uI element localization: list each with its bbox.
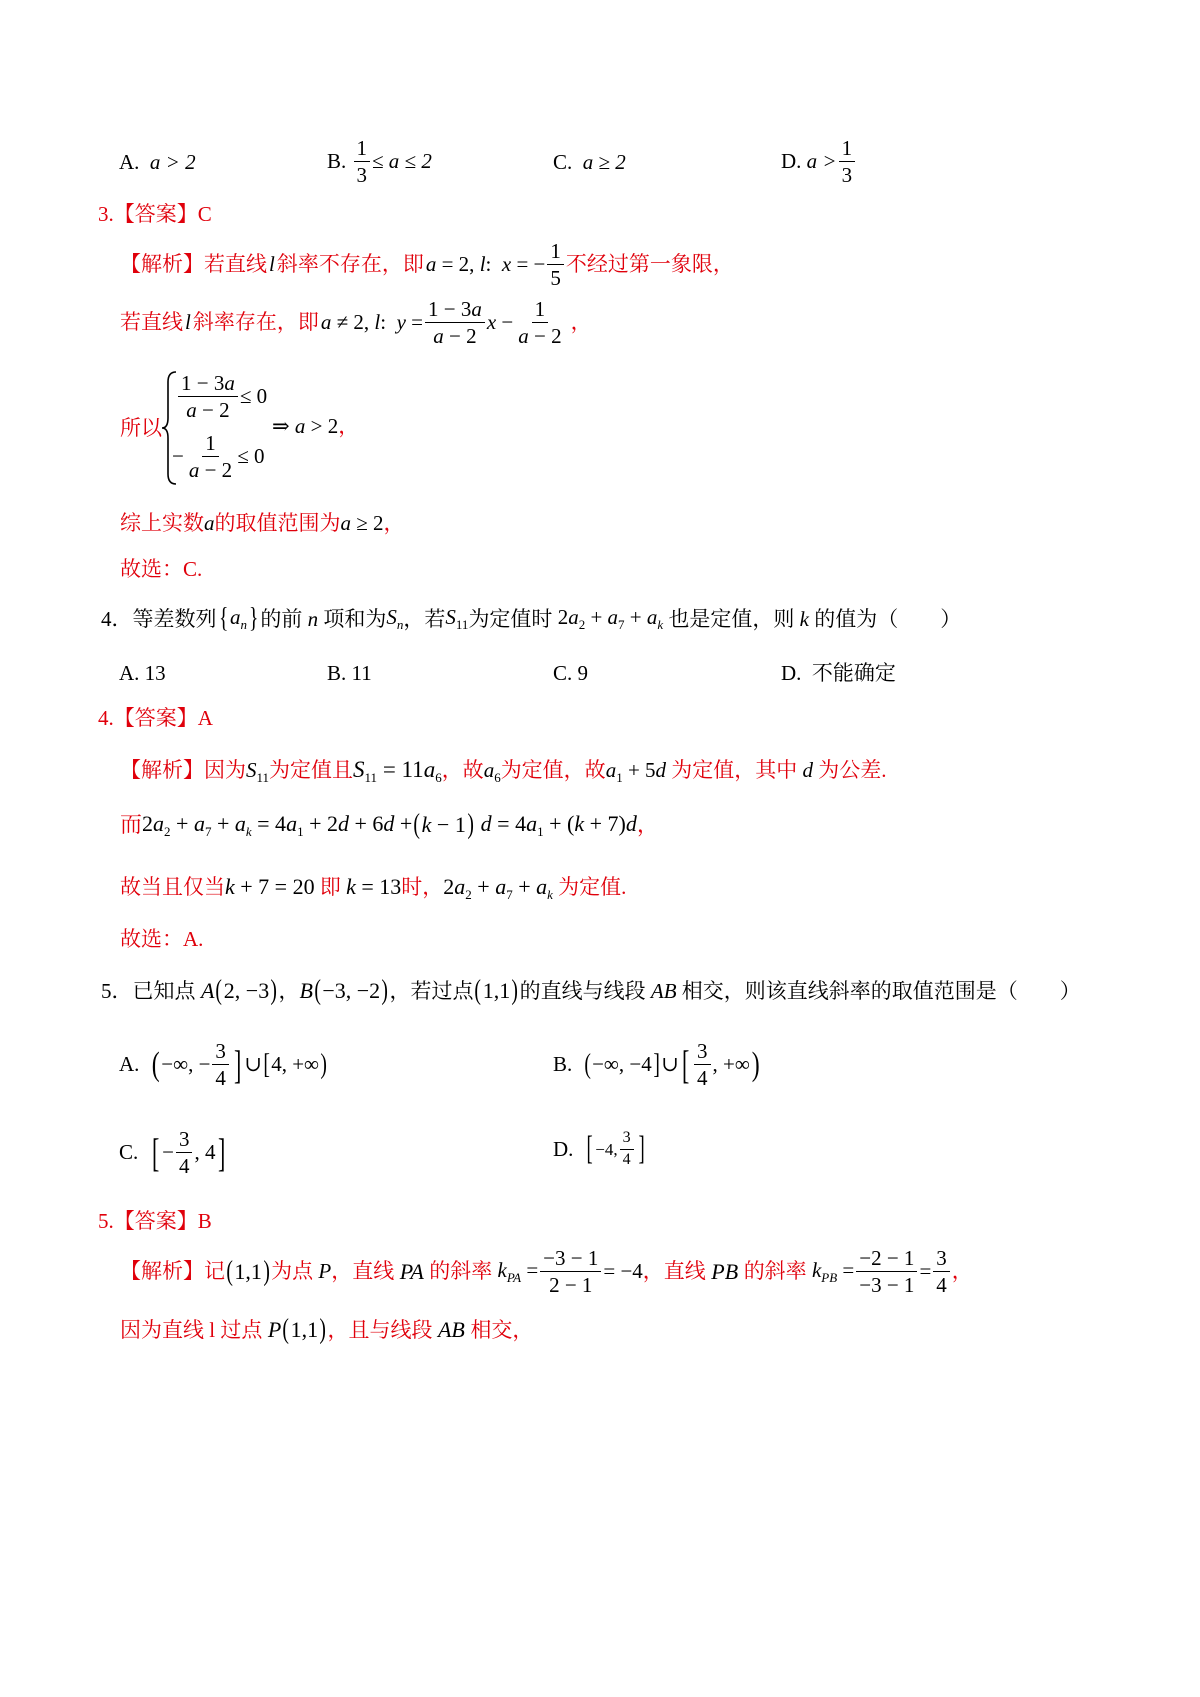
q4-option-a: A. 13 — [119, 661, 166, 685]
fraction: $\frac{3}{4}$ — [620, 1130, 634, 1169]
q3-analysis-line1: 【解析】 若直线 l 斜率不存在，即 a = 2, l: x = − $\frac{1}{5}$ 不经过第一象限， — [120, 239, 734, 291]
fraction: $\frac{3}{4}$ — [933, 1247, 950, 1296]
q4-question: 4． 等差数列 { $a_n$ } 的前 n 项和为 $S_n$ ，若 $S_{11}$ 为定值时 $2a_2 + a_7 + a_k$ 也是定值，则 k 的值为（ ） — [101, 603, 962, 634]
q5-analysis-line2: 因为直线 l 过点 P ( 1,1 ) ，且与线段 AB 相交， — [120, 1314, 534, 1345]
fraction: $\frac{1 - 3a}{a - 2}$ — [178, 372, 238, 421]
fraction: $\frac{1}{a - 2}$ — [188, 431, 233, 483]
q3-analysis-line4: 综上实数a的取值范围为a ≥ 2， — [120, 511, 405, 535]
q3-analysis-line3-label: 所以 — [120, 416, 162, 440]
q3-analysis-line2: 若直线 l 斜率存在，即 a ≠ 2, l: y = $\frac{1 - 3a}{a - 2}$ x − $\frac{1}{a - 2}$ ， — [120, 297, 592, 349]
fraction: $\frac{1}{3}$ — [354, 137, 371, 186]
fraction: $\frac{1 - 3a}{a - 2}$ — [425, 298, 485, 347]
fraction: $\frac{3}{4}$ — [212, 1040, 229, 1089]
fraction: $\frac{-2 - 1}{-3 - 1}$ — [856, 1247, 917, 1296]
q4-option-b: B. 11 — [327, 661, 372, 685]
q4-analysis-line3: 故当且仅当k + 7 = 20 即 k = 13时，$2a_2 + a_7 + a_k$ 为定值. — [120, 874, 627, 902]
q4-option-d: D. 不能确定 — [781, 661, 896, 685]
fraction: $\frac{-3 - 1}{2 - 1}$ — [540, 1247, 601, 1296]
q3-system-row2: − $\frac{1}{a - 2}$ ≤ 0 — [172, 431, 265, 483]
q5-answer: 5.【答案】B — [98, 1209, 212, 1233]
q3-option-a: A. a > 2 — [119, 150, 196, 174]
fraction: $\frac{1}{5}$ — [547, 240, 564, 289]
q5-option-d: D. [ −4, $\frac{3}{4}$ ] — [553, 1129, 645, 1168]
fraction: $\frac{3}{4}$ — [694, 1040, 711, 1089]
q4-analysis-line2: 而 $2a_2 + a_7 + a_k = 4a_1 + 2d + 6d$ + ( k − 1 ) $d = 4a_1 + (k + 7)d$ ， — [120, 809, 659, 840]
q3-option-d: D. a > $\frac{1}{3}$ — [781, 137, 857, 186]
q5-option-a: A. ( −∞, − $\frac{3}{4}$ ] ∪ [ 4, +∞ ) — [119, 1039, 327, 1091]
q4-analysis-line4: 故选：A. — [120, 927, 204, 951]
q4-analysis-line1: 【解析】因为$S_{11}$为定值且$S_{11} = 11a_6$，故$a_6$为定值，故$a_1 + 5d$ 为定值，其中 d 为公差. — [120, 757, 887, 785]
q5-option-b: B. ( −∞, −4 ] ∪ [ $\frac{3}{4}$ , +∞ ) — [553, 1039, 760, 1091]
q4-option-c: C. 9 — [553, 661, 589, 685]
q3-answer: 3.【答案】C — [98, 202, 212, 226]
q5-question: 5． 已知点 A ( 2, −3 ) ， B ( −3, −2 ) ，若过点 ( 1,1 ) 的直线与线段 AB 相交，则该直线斜率的取值范围是（ ） — [101, 975, 1081, 1006]
q3-option-c: C. a ≥ 2 — [553, 150, 626, 174]
q3-option-b: B. $\frac{1}{3}$ ≤ a ≤ 2 — [327, 136, 432, 188]
fraction: $\frac{1}{3}$ — [839, 137, 856, 186]
q3-system-row1: $\frac{1 - 3a}{a - 2}$ ≤ 0 — [176, 372, 267, 421]
q3-analysis-line5: 故选：C. — [120, 557, 203, 581]
q5-analysis-line1: 【解析】 记 ( 1,1 ) 为点 P ，直线 PA 的斜率 $k_{PA}$ = $\frac{-3 - 1}{2 - 1}$ = −4 ，直线 PB 的斜率 $k_{PB}$ = $\frac{-2 - 1}{-3 - 1}$ = $\frac{3}{4}$ ， — [120, 1246, 973, 1298]
fraction: $\frac{3}{4}$ — [176, 1128, 193, 1177]
q5-option-c: C. [ − $\frac{3}{4}$ , 4 ] — [119, 1127, 226, 1179]
q4-answer: 4.【答案】A — [98, 706, 213, 730]
q3-system-result: ⇒ a > 2， — [272, 414, 360, 438]
fraction: $\frac{1}{a - 2}$ — [518, 297, 562, 349]
